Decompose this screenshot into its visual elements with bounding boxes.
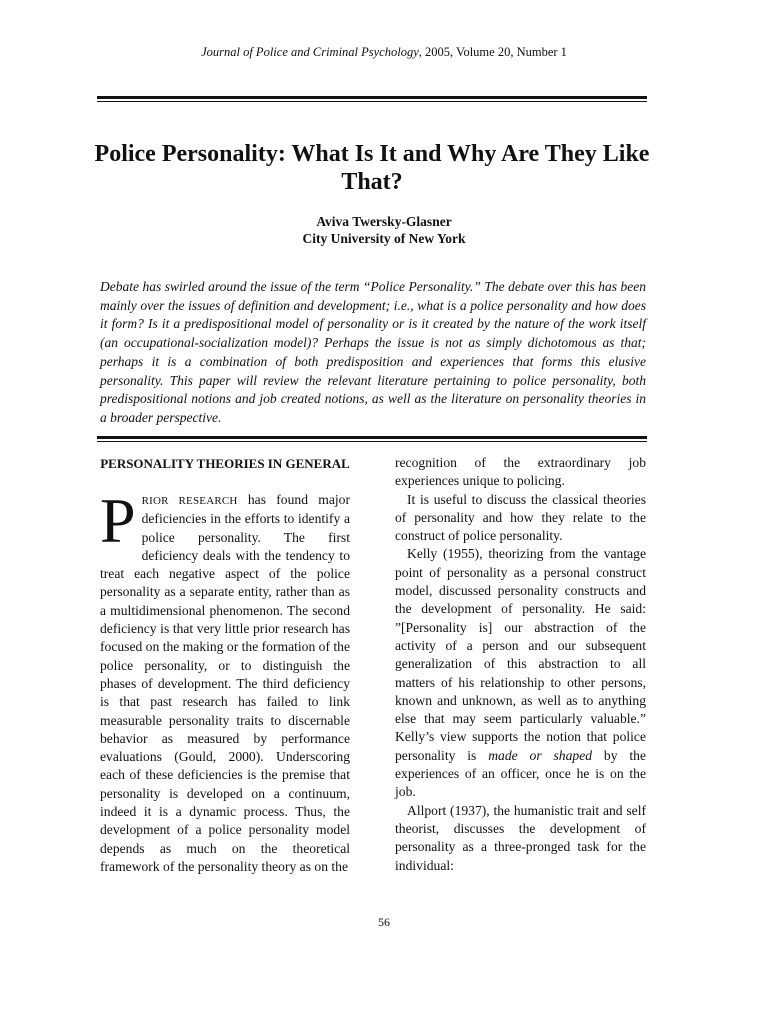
abstract-double-rule xyxy=(97,436,647,442)
body-paragraph-3-text-a: Kelly (1955), theorizing from the vantage point of personality as a personal construct model, discussed personality constructs and the development of personality. He said: ”[Personality is] our abstraction of the activity of a person and our subsequent generalization of this abstraction to all matters of his relationship to other persons, known and unknown, as well as to anything else that may seem particularly valuable.” Kelly’s view supports the notion that police personality is xyxy=(395,546,646,763)
body-paragraph-1-text: has found major deficiencies in the efforts to identify a police personality. The first deficiency deals with the tendency to treat each negative aspect of the police personality as a separate entity, rather than as a multidimensional phenomenon. The second deficiency is that very little prior research has focused on the making or the formation of the police personality, or to distinguish the phases of development. The third deficiency is that past research has failed to link measurable personality traits to discernable behavior as measured by performance evaluations (Gould, 2000). Underscoring each of these deficiencies is the premise that personality is developed on a continuum, indeed it is a dynamic process. Thus, the development of a police personality model depends as much on the theoretical framework of the personality theory as on the xyxy=(100,492,350,874)
drop-cap: P xyxy=(100,485,136,556)
body-column-right xyxy=(395,454,646,875)
body-column-left xyxy=(100,455,350,876)
body-paragraph-3-text-b: by the experiences of an officer, once he is on the job. xyxy=(395,747,647,800)
author-name: Aviva Twersky-Glasner xyxy=(316,214,452,229)
body-paragraph-3-italic: made or shaped xyxy=(488,747,593,763)
section-heading: PERSONALITY THEORIES IN GENERAL xyxy=(100,456,350,471)
body-paragraph-1-continued: recognition of the extraordinary job experiences unique to policing. xyxy=(395,455,646,489)
body-paragraph-4: Allport (1937), the humanistic trait and self theorist, discusses the development of personality as a three-pronged task for the individual: xyxy=(395,802,646,873)
body-paragraph-2: It is useful to discuss the classical theories of personality and how they relate to the construct of police personality. xyxy=(395,491,646,544)
article-title: Police Personality: What Is It and Why Are They Like That? xyxy=(94,141,650,195)
header-double-rule xyxy=(97,96,647,102)
abstract: Debate has swirled around the issue of the term “Police Personality.” The debate over this has been mainly over the issues of definition and development; i.e., what is a police personality and how does it form? Is it a predispositional model of personality or is it created by the nature of the work itself (an occupational-socialization model)? Perhaps the issue is not as simply dichotomous as that; perhaps it is a combination of both predisposition and experiences that forms this elusive personality. This paper will review the relevant literature pertaining to police personality, both predispositional notions and job created notions, as well as the literature on personality theories in a broader perspective. xyxy=(100,279,646,425)
body-paragraph-3 xyxy=(395,545,646,801)
journal-issue: , 2005, Volume 20, Number 1 xyxy=(418,45,567,59)
page-number: 56 xyxy=(378,915,390,929)
running-head xyxy=(0,44,768,60)
journal-name: Journal of Police and Criminal Psychology xyxy=(201,45,419,59)
author-affiliation: City University of New York xyxy=(302,231,466,246)
lead-in-smallcaps: RIOR RESEARCH xyxy=(141,495,238,507)
body-paragraph-1 xyxy=(100,485,350,876)
